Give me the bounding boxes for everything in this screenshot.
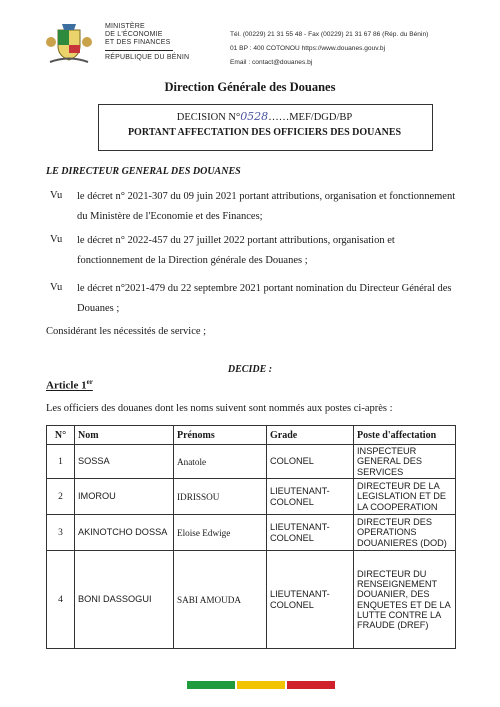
column-header: Prénoms xyxy=(174,426,267,445)
row-number: 3 xyxy=(47,515,75,551)
ministry-line: DE L'ÉCONOMIE xyxy=(105,31,163,38)
flag-yellow-segment xyxy=(237,681,285,689)
row-poste: INSPECTEUR GENERAL DES SERVICES xyxy=(354,445,456,479)
row-grade: COLONEL xyxy=(267,445,354,479)
vu-item: le décret n° 2021-307 du 09 juin 2021 portant attributions, organisation et fonctionnement du Ministère de l'Economie et des Finances; xyxy=(77,191,456,222)
row-number: 1 xyxy=(47,445,75,479)
row-prenoms: SABI AMOUDA xyxy=(174,551,267,649)
table-header-row xyxy=(47,426,456,445)
benin-coat-of-arms-icon xyxy=(46,22,92,64)
decision-number: 0528 xyxy=(240,110,269,123)
decision-suffix: MEF/DGD/BP xyxy=(289,112,353,123)
row-nom: AKINOTCHO DOSSA xyxy=(75,515,174,551)
vu-item: le décret n°2021-479 du 22 septembre 2021 portant nomination du Directeur Général des Douanes ; xyxy=(77,283,452,314)
vu-label: Vu xyxy=(50,282,63,293)
contact-address: 01 BP : 400 COTONOU https://www.douanes.gouv.bj xyxy=(230,45,386,52)
row-nom: SOSSA xyxy=(75,445,174,479)
flag-red-segment xyxy=(287,681,335,689)
ministry-line: ET DES FINANCES xyxy=(105,39,171,46)
ministry-block xyxy=(105,23,189,62)
table-row xyxy=(47,551,456,649)
director-heading: LE DIRECTEUR GENERAL DES DOUANES xyxy=(46,166,241,177)
vu-item: le décret n° 2022-457 du 27 juillet 2022 portant attributions, organisation et fonctionnement de la Direction générale des Douanes ; xyxy=(77,235,395,266)
article-heading: Article 1er xyxy=(46,378,93,392)
contact-phone: Tél. (00229) 21 31 55 48 - Fax (00229) 21 31 67 86 (Rép. du Bénin) xyxy=(230,31,429,38)
decision-number-line: DECISION N°0528……MEF/DGD/BP xyxy=(176,110,353,123)
row-grade: LIEUTENANT-COLONEL xyxy=(267,515,354,551)
republic-label: RÉPUBLIQUE DU BÉNIN xyxy=(105,54,190,61)
column-header: Grade xyxy=(267,426,354,445)
contact-block xyxy=(230,28,428,70)
flag-stripe xyxy=(187,681,337,689)
row-prenoms: Eloise Edwige xyxy=(174,515,267,551)
article-intro: Les officiers des douanes dont les noms suivent sont nommés aux postes ci-après : xyxy=(46,403,393,414)
row-prenoms: Anatole xyxy=(174,445,267,479)
column-header: Nom xyxy=(75,426,174,445)
vu-label: Vu xyxy=(50,234,63,245)
officers-table xyxy=(46,425,456,649)
table-row xyxy=(47,515,456,551)
vu-label: Vu xyxy=(50,190,63,201)
row-nom: BONI DASSOGUI xyxy=(75,551,174,649)
decision-subject: PORTANT AFFECTATION DES OFFICIERS DES DOUANES xyxy=(127,127,402,138)
column-header: N° xyxy=(47,426,75,445)
considerant-text: Considérant les nécessités de service ; xyxy=(46,326,207,337)
row-poste: DIRECTEUR DES OPERATIONS DOUANIERES (DOD) xyxy=(354,515,456,551)
flag-green-segment xyxy=(187,681,235,689)
decision-prefix: DECISION N° xyxy=(176,112,241,123)
column-header: Poste d'affectation xyxy=(354,426,456,445)
decide-heading: DECIDE : xyxy=(227,364,273,375)
row-nom: IMOROU xyxy=(75,479,174,515)
table-row xyxy=(47,479,456,515)
row-poste: DIRECTEUR DU RENSEIGNEMENT DOUANIER, DES ENQUETES ET DE LA LUTTE CONTRE LA FRAUDE (DREF) xyxy=(354,551,456,649)
table-row xyxy=(47,445,456,479)
row-poste: DIRECTEUR DE LA LEGISLATION ET DE LA COOPERATION xyxy=(354,479,456,515)
divider xyxy=(105,50,173,51)
ministry-line: MINISTÈRE xyxy=(105,23,145,30)
row-number: 2 xyxy=(47,479,75,515)
page-title: Direction Générale des Douanes xyxy=(164,80,336,94)
row-prenoms: IDRISSOU xyxy=(174,479,267,515)
contact-email: Email : contact@douanes.bj xyxy=(230,59,313,66)
row-number: 4 xyxy=(47,551,75,649)
row-grade: LIEUTENANT-COLONEL xyxy=(267,551,354,649)
row-grade: LIEUTENANT-COLONEL xyxy=(267,479,354,515)
